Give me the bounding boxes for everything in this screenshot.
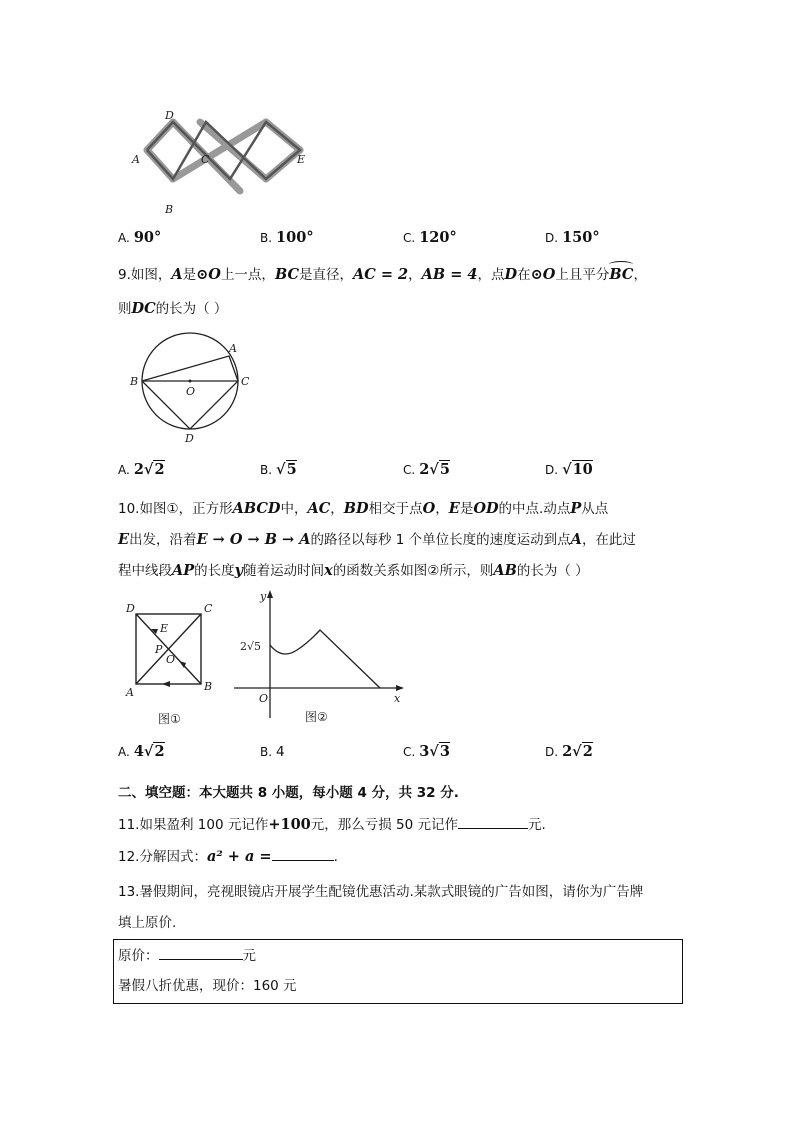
- option-d[interactable]: [545, 742, 593, 762]
- q9-stem-line-1: [118, 265, 647, 285]
- q8-option-c[interactable]: [403, 228, 457, 248]
- fig1-label-b: B: [204, 680, 213, 693]
- option-value: 120°: [419, 229, 457, 246]
- sqrt-icon: √: [572, 743, 582, 760]
- text-segment: ，点: [477, 267, 505, 283]
- option-label: C.: [403, 745, 416, 759]
- option-coefficient: 2: [133, 461, 144, 478]
- ad-current-price-line: [118, 976, 297, 996]
- option-label: D.: [545, 231, 559, 245]
- option-value: 90°: [133, 229, 162, 246]
- text-segment: 填上原价.: [118, 915, 177, 931]
- text-segment: ，: [435, 501, 449, 517]
- math-expr: OD: [473, 500, 499, 517]
- text-segment: ，: [330, 501, 344, 517]
- math-expr: P: [570, 500, 582, 517]
- q10-stem-line-3: [118, 561, 589, 581]
- option-coefficient: 3: [419, 743, 430, 760]
- q11-line: [118, 814, 546, 835]
- q8-label-e: E: [297, 153, 306, 166]
- text-segment: 暑假八折优惠，现价：160 元: [118, 978, 297, 994]
- sqrt-icon: √: [143, 743, 154, 760]
- option-coefficient: 2: [419, 461, 430, 478]
- option-b[interactable]: [260, 742, 285, 762]
- math-expr: AB: [493, 562, 517, 579]
- text-segment: 随着运动时间: [243, 563, 325, 579]
- q8-option-d[interactable]: [545, 228, 600, 248]
- option-label: A.: [118, 463, 130, 477]
- q13-line-2: [118, 913, 176, 933]
- math-expr: E: [448, 500, 460, 517]
- q8-lazy-tongs-figure: [125, 105, 325, 215]
- text-segment: 13.暑假期间，亮视眼镜店开展学生配镜优惠活动.某款式眼镜的广告如图，请你为广告牌: [118, 884, 644, 900]
- q8-label-b: B: [165, 203, 174, 215]
- math-expr: y: [234, 562, 244, 579]
- option-label: D.: [545, 463, 559, 477]
- option-label: A.: [118, 231, 130, 245]
- q9-label-a: A: [229, 342, 237, 355]
- math-expr: ⊙O: [196, 266, 221, 283]
- option-d[interactable]: [545, 460, 593, 480]
- option-radicand: 5: [439, 461, 450, 478]
- text-segment: 的长度: [194, 563, 235, 579]
- math-expr: E → O → B → A: [196, 531, 311, 548]
- math-expr: ABCD: [232, 500, 281, 517]
- sqrt-icon: √: [562, 461, 572, 478]
- text-segment: ，: [408, 267, 422, 283]
- q8-label-d: D: [165, 109, 174, 122]
- option-label: A.: [118, 745, 130, 759]
- option-label: C.: [403, 463, 416, 477]
- fig1-label-a: A: [126, 686, 134, 699]
- sqrt-icon: √: [276, 461, 286, 478]
- math-expr: DC: [131, 300, 156, 317]
- text-segment: 12.分解因式：: [118, 849, 207, 865]
- math-expr: A: [570, 531, 582, 548]
- answer-blank[interactable]: [458, 814, 528, 829]
- text-segment: 上且平分: [555, 267, 610, 283]
- math-expr: AC: [307, 500, 331, 517]
- fig1-label-c: C: [204, 602, 213, 615]
- arc-bc: BC: [609, 266, 634, 283]
- text-segment: 在: [517, 267, 531, 283]
- q8-label-c: C: [201, 153, 210, 166]
- option-label: D.: [545, 745, 559, 759]
- text-segment: 的函数关系如图②所示，则: [332, 563, 494, 579]
- option-label: B.: [260, 231, 273, 245]
- fig1-label-p: P: [155, 643, 163, 656]
- q10-graph-figure: [232, 588, 412, 733]
- text-segment: 是: [459, 501, 474, 517]
- text-segment: 元，那么亏损 50 元记作: [310, 817, 459, 833]
- q13-line-1: [118, 882, 643, 902]
- answer-blank[interactable]: [159, 945, 243, 960]
- text-segment: 中，: [280, 501, 308, 517]
- sqrt-icon: √: [429, 743, 439, 760]
- q10-stem-line-2: [118, 530, 636, 550]
- text-segment: 的长为（ ）: [155, 301, 228, 317]
- q8-label-a: A: [132, 153, 140, 166]
- text-segment: ，在此过: [581, 532, 636, 548]
- option-b[interactable]: [260, 460, 297, 480]
- fig2-label-x: x: [394, 692, 401, 705]
- text-segment: 11.如果盈利 100 元记作: [118, 817, 269, 833]
- option-radicand: 3: [439, 743, 450, 760]
- fig2-label-y: y: [260, 590, 267, 603]
- q9-circle-figure: [125, 328, 260, 443]
- math-expr: O: [422, 500, 436, 517]
- fig2-label-origin: O: [259, 692, 269, 705]
- option-radicand: 2: [154, 461, 165, 478]
- text-segment: 元.: [528, 817, 546, 833]
- q10-square-figure: [120, 598, 230, 733]
- text-segment: 则: [118, 301, 132, 317]
- q12-line: [118, 846, 338, 867]
- option-c[interactable]: [403, 742, 450, 762]
- fig2-caption: 图②: [305, 710, 328, 724]
- q9-label-d: D: [185, 432, 194, 443]
- text-segment: 是直径，: [299, 267, 354, 283]
- text-segment: 9.如图，: [118, 267, 172, 283]
- q8-option-a[interactable]: [118, 228, 161, 248]
- math-expr: BD: [343, 500, 369, 517]
- option-radicand: 10: [572, 461, 593, 478]
- option-value: 4: [276, 744, 285, 760]
- text-segment: +100: [268, 816, 311, 833]
- text-segment: 是: [182, 267, 197, 283]
- option-coefficient: 4: [133, 743, 144, 760]
- math-expr: AP: [172, 562, 195, 579]
- option-radicand: 2: [154, 743, 165, 760]
- fig2-tick-2sqrt5: 2√5: [240, 640, 262, 653]
- math-expr: ⊙O: [530, 266, 556, 283]
- q9-stem-line-2: [118, 299, 227, 319]
- option-value: 100°: [276, 229, 314, 246]
- ad-original-price-line: [118, 945, 256, 966]
- option-a[interactable]: [118, 742, 165, 762]
- math-expr: A: [171, 266, 183, 283]
- text-segment: 元: [242, 948, 256, 964]
- option-value: 150°: [562, 229, 600, 246]
- option-label: B.: [260, 463, 273, 477]
- text-segment: 的路径以每秒 1 个单位长度的速度运动到点: [310, 532, 571, 548]
- option-coefficient: 2: [562, 743, 573, 760]
- math-expr: AC = 2: [353, 266, 409, 283]
- text-segment: 上一点，: [220, 267, 275, 283]
- section-2-heading: 二、填空题：本大题共 8 小题，每小题 4 分，共 32 分.: [118, 785, 459, 801]
- text-segment: 从点: [581, 501, 609, 517]
- option-radicand: 2: [582, 743, 593, 760]
- q9-label-o: O: [186, 385, 196, 398]
- q8-option-b[interactable]: [260, 228, 314, 248]
- text-segment: 10.如图①，正方形: [118, 501, 233, 517]
- math-expr: BC: [274, 266, 300, 283]
- text-segment: 的中点.动点: [498, 501, 571, 517]
- fig1-caption: 图①: [158, 712, 181, 726]
- answer-blank[interactable]: [272, 846, 334, 861]
- text-segment: .: [333, 849, 338, 865]
- sqrt-icon: √: [143, 461, 154, 478]
- text-segment: 原价：: [118, 948, 159, 964]
- option-c[interactable]: [403, 460, 450, 480]
- option-label: C.: [403, 231, 416, 245]
- fig1-label-e: E: [160, 622, 169, 635]
- q9-label-b: B: [130, 375, 139, 388]
- option-label: B.: [260, 745, 273, 759]
- math-expr: E: [118, 531, 130, 548]
- q10-stem-line-1: [118, 499, 608, 519]
- text-segment: 出发，沿着: [129, 532, 197, 548]
- math-expr: D: [504, 266, 518, 283]
- fig1-label-o: O: [166, 653, 176, 666]
- text-segment: 程中线段: [118, 563, 172, 579]
- fig1-label-d: D: [126, 602, 135, 615]
- text-segment: ，: [633, 267, 647, 283]
- sqrt-icon: √: [429, 461, 439, 478]
- q9-label-c: C: [241, 375, 250, 388]
- option-a[interactable]: [118, 460, 165, 480]
- text-segment: 相交于点: [368, 501, 423, 517]
- option-radicand: 5: [286, 461, 297, 478]
- math-expr: a² + a =: [206, 848, 272, 865]
- math-expr: AB = 4: [421, 266, 478, 283]
- math-expr: x: [324, 562, 333, 579]
- text-segment: 的长为（ ）: [516, 563, 589, 579]
